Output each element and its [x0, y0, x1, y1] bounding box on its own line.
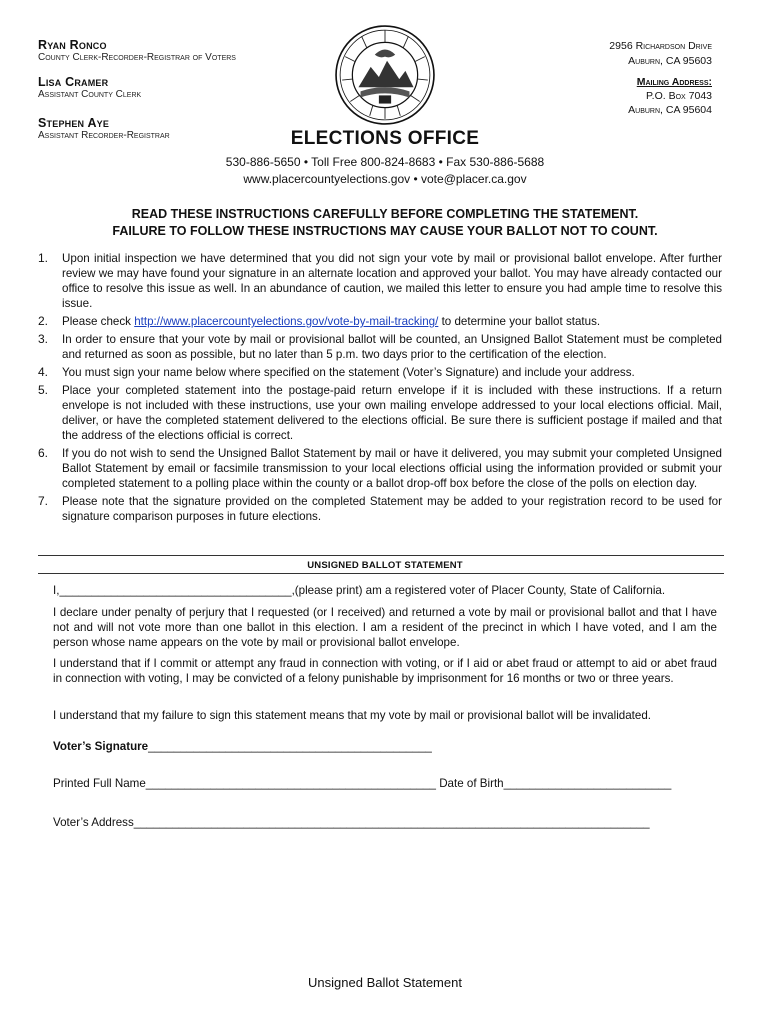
declaration-paragraph: I declare under penalty of perjury that I requested (or I received) and returned a vote by mail or provisional ballot and that I have not and will not vote more than one ballot in this election. I am a resident of the precinct in which I have voted, and I am the person whose name appears on the vote by mail or provisional ballot envelope.: [53, 606, 717, 649]
instruction-number: 4.: [38, 365, 49, 379]
printed-name-field[interactable]: [53, 777, 671, 790]
mailing-address: [628, 76, 712, 116]
address-label: Voter’s Address: [53, 816, 134, 829]
official-ryan-ronco: [38, 38, 236, 63]
printed-name-blank[interactable]: _____________________________________________: [145, 777, 436, 790]
instruction-text-post: to determine your ballot status.: [438, 315, 601, 328]
instruction-number: 3.: [38, 332, 49, 346]
voter-signature-field[interactable]: [53, 740, 432, 753]
official-name: Lisa Cramer: [38, 75, 109, 89]
instruction-number: 1.: [38, 251, 49, 265]
instruction-text: Upon initial inspection we have determined that you did not sign your vote by mail or provisional ballot envelope. After further review we may have found your signature in an alternate location and approved your ballot. You may have already contacted our office to resolve this issue as well. In an abundance of caution, we mailed this letter to ensure you had ample time to resolve this issue.: [62, 252, 722, 310]
printed-name-label: Printed Full Name: [53, 777, 146, 790]
instruction-item: [38, 314, 722, 329]
office-title: ELECTIONS OFFICE: [290, 128, 480, 149]
instruction-number: 7.: [38, 494, 49, 508]
instruction-text: Place your completed statement into the postage-paid return envelope if it is included with these instructions. If a return envelope is not included with these instructions, use your own mailing envelope addressed to your local elections official. Mail, deliver, or have the completed statement delivered to the elections official. Be sure there is sufficient postage if mailed and that the address of the elections official is correct.: [62, 384, 722, 442]
signature-blank[interactable]: ____________________________________________: [148, 740, 432, 753]
county-seal-icon: [334, 24, 436, 126]
voter-name-declaration-line[interactable]: I,____________________________________,(please print) am a registered voter of Placer County, State of California.: [53, 584, 666, 597]
official-title: County Clerk-Recorder-Registrar of Voters: [38, 52, 236, 63]
signature-label: Voter’s Signature: [53, 740, 149, 753]
instruction-item: [38, 332, 722, 362]
mailing-line-2: Auburn, CA 95604: [628, 104, 712, 116]
statement-title: UNSIGNED BALLOT STATEMENT: [307, 560, 463, 571]
instruction-text: Please note that the signature provided on the completed Statement may be added to your registration record to be used for signature comparison purposes in future elections.: [62, 495, 722, 523]
section-divider: [38, 555, 724, 556]
instruction-item: [38, 251, 722, 311]
instruction-item: [38, 383, 722, 443]
instruction-number: 2.: [38, 314, 49, 328]
contact-web-line: www.placercountyelections.gov • vote@placer.ca.gov: [243, 172, 527, 186]
official-title: Assistant Recorder-Registrar: [38, 130, 170, 141]
warning-line-2: FAILURE TO FOLLOW THESE INSTRUCTIONS MAY CAUSE YOUR BALLOT NOT TO COUNT.: [112, 224, 658, 238]
dob-label: Date of Birth: [439, 777, 504, 790]
ballot-tracking-link[interactable]: http://www.placercountyelections.gov/vote-by-mail-tracking/: [134, 315, 439, 328]
instruction-item: [38, 365, 722, 380]
instruction-item: [38, 446, 722, 491]
failure-paragraph: I understand that my failure to sign this statement means that my vote by mail or provisional ballot will be invalidated.: [53, 709, 652, 722]
official-name: Ryan Ronco: [38, 38, 107, 52]
page-footer: Unsigned Ballot Statement: [308, 975, 462, 990]
address-blank[interactable]: ________________________________________________________________________________: [133, 816, 650, 829]
official-lisa-cramer: [38, 75, 141, 100]
mailing-line-1: P.O. Box 7043: [646, 90, 712, 102]
mailing-label: Mailing Address:: [636, 76, 712, 88]
official-title: Assistant County Clerk: [38, 89, 142, 100]
instruction-item: [38, 494, 722, 524]
instructions-list: [38, 251, 722, 527]
official-name: Stephen Aye: [38, 116, 110, 130]
street-address: [609, 40, 712, 67]
dob-blank[interactable]: __________________________: [503, 777, 672, 790]
statement-title-underline: [38, 573, 724, 574]
contact-phone-line: 530-886-5650 • Toll Free 800-824-8683 • Fax 530-886-5688: [225, 155, 545, 169]
instruction-text: In order to ensure that your vote by mail or provisional ballot will be counted, an Unsigned Ballot Statement must be completed and returned as soon as possible, but no later than 5 p.m. two days prior to the certification of the election.: [62, 333, 722, 361]
fraud-paragraph: I understand that if I commit or attempt any fraud in connection with voting, or if I aid or abet fraud or attempt to aid or abet fraud in connection with voting, I may be convicted of a felony punishable by imprisonment for 16 months or two or three years.: [53, 657, 717, 685]
instruction-text: You must sign your name below where specified on the statement (Voter’s Signature) and include your address.: [62, 366, 635, 379]
street-line-2: Auburn, CA 95603: [628, 55, 712, 67]
street-line-1: 2956 Richardson Drive: [609, 40, 712, 52]
instruction-number: 5.: [38, 383, 49, 397]
warning-line-1: READ THESE INSTRUCTIONS CAREFULLY BEFORE COMPLETING THE STATEMENT.: [131, 207, 639, 221]
voter-address-field[interactable]: [53, 816, 650, 829]
instruction-number: 6.: [38, 446, 49, 460]
instruction-text: If you do not wish to send the Unsigned Ballot Statement by mail or have it delivered, you may submit your completed Unsigned Ballot Statement by email or facsimile transmission to your local elections official using the information provided or submit your completed statement to a polling place within the county or a ballot drop-off box before the close of the polls on election day.: [62, 447, 722, 490]
instruction-text-pre: Please check: [62, 315, 135, 328]
